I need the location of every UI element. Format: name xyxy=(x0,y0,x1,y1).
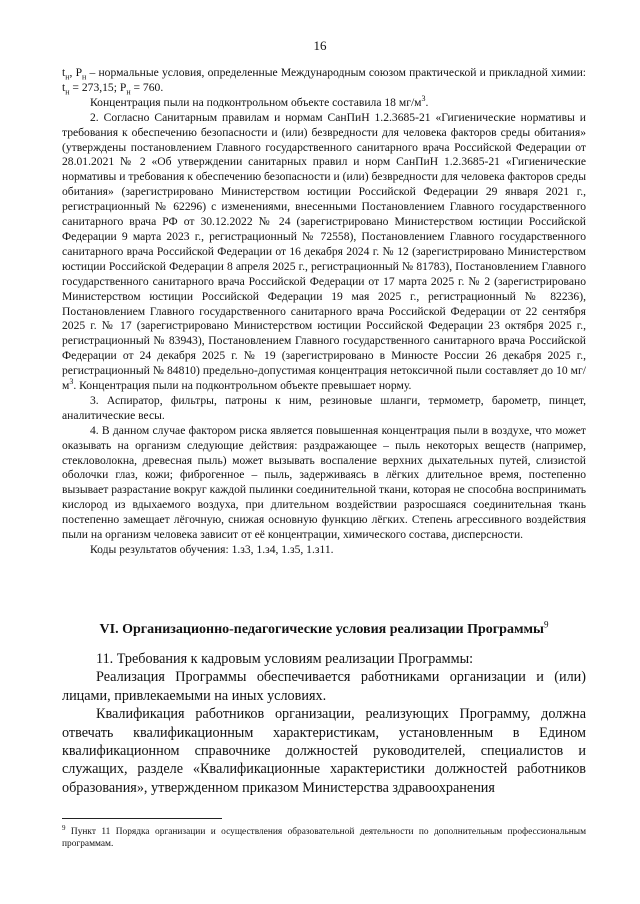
paragraph: Квалификация работников организации, реализующих Программу, должна отвечать квалификационным характеристикам, установленным в Едином квалификационном справочнике должностей руководителей, специалистов и служащих, разделе «Квалификационные характеристики должностей работников образования», утвержденном приказом Министерства здравоохранения xyxy=(62,706,586,796)
section-heading xyxy=(62,621,586,639)
footnote-text: Пункт 11 Порядка организации и осуществления образовательной деятельности по дополнительным профессиональным программам. xyxy=(62,827,587,850)
paragraph: Реализация Программы обеспечивается работниками организации и (или) лицами, привлекаемыми на иных условиях. xyxy=(62,669,586,704)
footnote-reference: 9 xyxy=(543,619,549,630)
staffing-requirements-text xyxy=(62,650,586,797)
paragraph: 3. Аспиратор, фильтры, патроны к ним, резиновые шланги, термометр, барометр, пинцет, аналитические весы. xyxy=(62,393,586,422)
paragraph: 11. Требования к кадровым условиям реализации Программы: xyxy=(96,651,474,667)
paragraph: $t_н$, $P_н$ – нормальные условия, определенные Международным союзом практической и прикладной химии: $t_н = 273,15$; $P_н = 760$. xyxy=(62,66,587,97)
page-number: 16 xyxy=(313,38,327,53)
footnote-separator xyxy=(62,818,222,819)
paragraph: 2. Согласно Санитарным правилам и нормам СанПиН 1.2.3685-21 «Гигиенические нормативы и требования к обеспечению безопасности и (или) безвредности для человека факторов среды обитания» (утверждены постановлением Главного государственного санитарного врача Российской Федерации от 28.01.2021 № 2 «Об утверждении санитарных правил и норм СанПиН 1.2.3685-21 «Гигиенические нормативы и требования к обеспечению безопасности и (или) безвредности для человека факторов среды обитания» (зарегистрировано Министерством юстиции Российской Федерации 29 января 2021 г., регистрационный № 62296) с изменениями, внесенными Постановлением Главного государственного санитарного врача РФ от 30.12.2022 № 24 (зарегистрировано Министерством юстиции Российской Федерации 9 марта 2023 г., регистрационный № 72558), Постановлением Главного государственного санитарного врача Российской Федерации от 16 декабря 2024 г. № 12 (зарегистрировано Министерством юстиции Российской Федерации 8 апреля 2025 г., регистрационный № 81783), Постановлением Главного государственного санитарного врача Российской Федерации от 17 марта 2025 г. № 2 (зарегистрировано Министерством юстиции Российской Федерации 19 мая 2025 г., регистрационный № 82236), Постановлением Главного государственного санитарного врача Российской Федерации от 22 сентября 2025 г. № 17 (зарегистрировано Министерством юстиции Российской Федерации 23 октября 2025 г., регистрационный № 83943), Постановлением Главного государственного санитарного врача Российской Федерации от 24 декабря 2025 г. № 19 (зарегистрировано в Минюсте России 26 декабря 2025 г., регистрационный № 84810) предельно-допустимая концентрация нетоксичной пыли составляет до 10 $мг/м^3$. Концентрация пыли на подконтрольном объекте превышает норму. xyxy=(62,110,586,393)
section-heading-text: VI. Организационно-педагогические условия реализации Программы xyxy=(99,622,544,637)
footnote-mark: 9 xyxy=(62,823,66,832)
footnote xyxy=(62,823,587,851)
body-text xyxy=(62,66,586,558)
paragraph: 4. В данном случае фактором риска является повышенная концентрация пыли в воздухе, что может оказывать на организм следующие действия: раздражающее – пыль некоторых веществ (например, стекловолокна, древесная пыль) может вызывать воспаление верхних дыхательных путей, слизистой оболочки глаз, кожи; фиброгенное – пыль, задерживаясь в лёгких длительное время, постепенно вызывает разрастание вокруг каждой пылинки соединительной ткани, которая не способна воспринимать кислород из вдыхаемого воздуха, при длительном воздействии разросшаяся соединительная ткань постепенно замещает лёгочную, снижая основную функцию лёгких. Степень агрессивного воздействия пыли на организм человека зависит от её концентрации, химического состава, дисперсности. xyxy=(62,423,586,542)
paragraph: Коды результатов обучения: 1.з3, 1.з4, 1.з5, 1.з11. xyxy=(90,543,334,556)
paragraph: Концентрация пыли на подконтрольном объекте составила 18 $мг/м^3$. xyxy=(90,93,429,109)
